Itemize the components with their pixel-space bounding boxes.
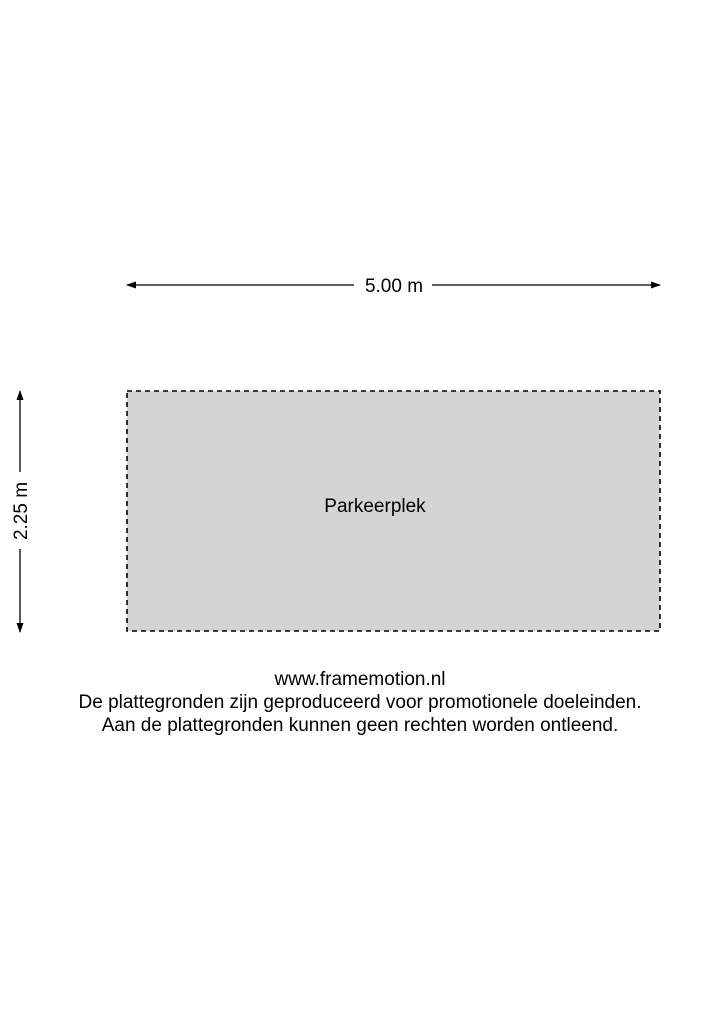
width-dimension bbox=[127, 276, 660, 297]
height-dimension bbox=[11, 391, 32, 632]
website-text: www.framemotion.nl bbox=[274, 669, 446, 690]
width-dimension-label: 5.00 m bbox=[364, 276, 424, 297]
room-label: Parkeerplek bbox=[324, 496, 426, 517]
footer bbox=[0, 668, 720, 737]
height-dimension-label: 2.25 m bbox=[11, 481, 32, 541]
disclaimer-line-2: Aan de plattegronden kunnen geen rechten worden ontleend. bbox=[101, 715, 619, 736]
disclaimer-line-1: De plattegronden zijn geproduceerd voor promotionele doeleinden. bbox=[78, 692, 642, 713]
room-parkeerplek bbox=[127, 391, 660, 631]
